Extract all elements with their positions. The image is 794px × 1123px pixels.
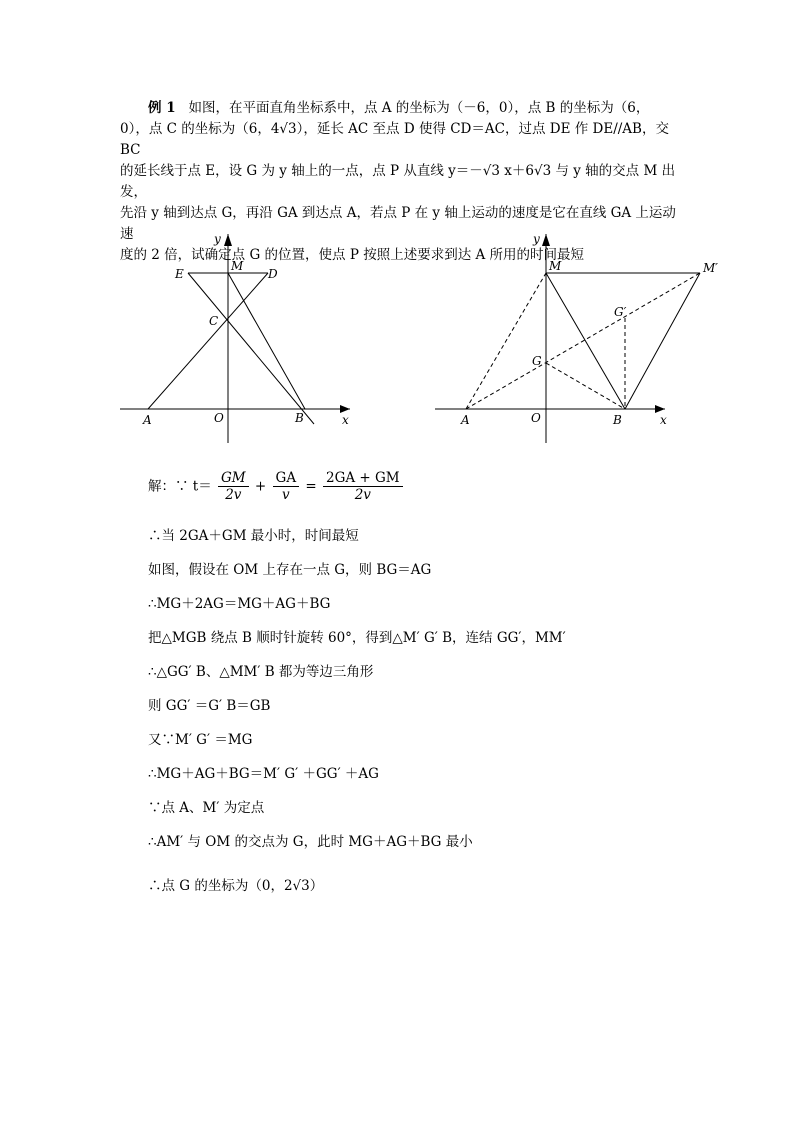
label-x: x <box>660 413 667 427</box>
solution-line-2: ∴当 2GA＋GM 最小时，时间最短 <box>148 528 359 544</box>
solution-line-1: 解：∵ t＝ $\frac{GM}{2v}$ + $\frac{GA}{v}$ = $\frac{2GA + GM}{2v}$ <box>148 470 405 503</box>
solution-line-9: ∴MG＋AG＋BG＝M′ G′ ＋GG′ ＋AG <box>148 766 379 782</box>
solution-line-11: ∴AM′ 与 OM 的交点为 G，此时 MG＋AG＋BG 最小 <box>148 834 473 850</box>
figure-1 <box>115 228 355 448</box>
label-D: D <box>268 267 278 281</box>
problem-line-2: 0），点 C 的坐标为（6，4√3），延长 AC 至点 D 使得 CD＝AC，过点 DE 作 DE//AB，交 BC <box>120 121 669 158</box>
label-B: B <box>295 411 304 425</box>
solution-line-12: ∴点 G 的坐标为（0，2√3） <box>148 878 324 894</box>
label-E: E <box>175 267 184 281</box>
fraction-2: $\frac{GA}{v}$ <box>273 470 300 503</box>
label-C: C <box>209 314 219 328</box>
segment-MB <box>546 273 625 409</box>
solution-line-10: ∵点 A、M′ 为定点 <box>148 800 265 816</box>
segment-MpB <box>625 273 700 409</box>
y-arrowhead <box>542 234 550 246</box>
example-label: 例 1 <box>148 100 176 116</box>
fraction-3: $\frac{2GA + GM}{2v}$ <box>323 470 403 503</box>
problem-line-5: 度的 2 倍，试确定点 G 的位置，使点 P 按照上述要求到达 A 所用的时间最短 <box>120 247 585 263</box>
label-y: y <box>533 232 540 246</box>
solution-line-7: 则 GG′ ＝G′ B＝GB <box>148 698 271 714</box>
problem-line-4: 先沿 y 轴到达点 G，再沿 GA 到达点 A，若点 P 在 y 轴上运动的速度是它在直线 GA 上运动速 <box>120 205 676 242</box>
solution-line-8: 又∵M′ G′ ＝MG <box>148 732 253 748</box>
label-G: G <box>532 354 542 368</box>
label-x: x <box>342 413 349 427</box>
segment-GB <box>546 363 625 409</box>
label-O: O <box>214 411 224 425</box>
solution-line-5: 把△MGB 绕点 B 顺时针旋转 60°，得到△M′ G′ B，连结 GG′，MM′ <box>148 630 566 646</box>
x-arrowhead <box>655 405 665 413</box>
label-Mp: M′ <box>703 261 719 275</box>
segment-AM <box>466 273 546 409</box>
problem-line-1: 例 1 如图，在平面直角坐标系中，点 A 的坐标为（－6，0），点 B 的坐标为（6， <box>148 100 650 116</box>
x-arrowhead <box>340 405 350 413</box>
segment-MB <box>228 273 305 409</box>
label-A: A <box>143 413 152 427</box>
label-B: B <box>613 413 622 427</box>
label-O: O <box>531 411 541 425</box>
label-A: A <box>461 413 470 427</box>
label-y: y <box>214 232 221 246</box>
segment-EB <box>188 273 314 424</box>
segment-AMp <box>466 273 700 409</box>
label-M: M <box>549 259 562 273</box>
solution-line-4: ∴MG＋2AG＝MG＋AG＋BG <box>148 596 331 612</box>
solution-line-6: ∴△GG′ B、△MM′ B 都为等边三角形 <box>148 664 374 680</box>
label-Gp: G′ <box>614 305 627 319</box>
label-M: M <box>231 259 244 273</box>
y-arrowhead <box>224 234 232 246</box>
figure-2 <box>428 228 719 448</box>
fraction-1: $\frac{GM}{2v}$ <box>218 470 249 503</box>
segment-AD <box>148 273 268 409</box>
problem-line-3: 的延长线于点 E，设 G 为 y 轴上的一点，点 P 从直线 y＝－√3 x＋6√3 与 y 轴的交点 M 出发， <box>120 163 676 200</box>
solution-line-3: 如图，假设在 OM 上存在一点 G，则 BG＝AG <box>148 562 432 578</box>
